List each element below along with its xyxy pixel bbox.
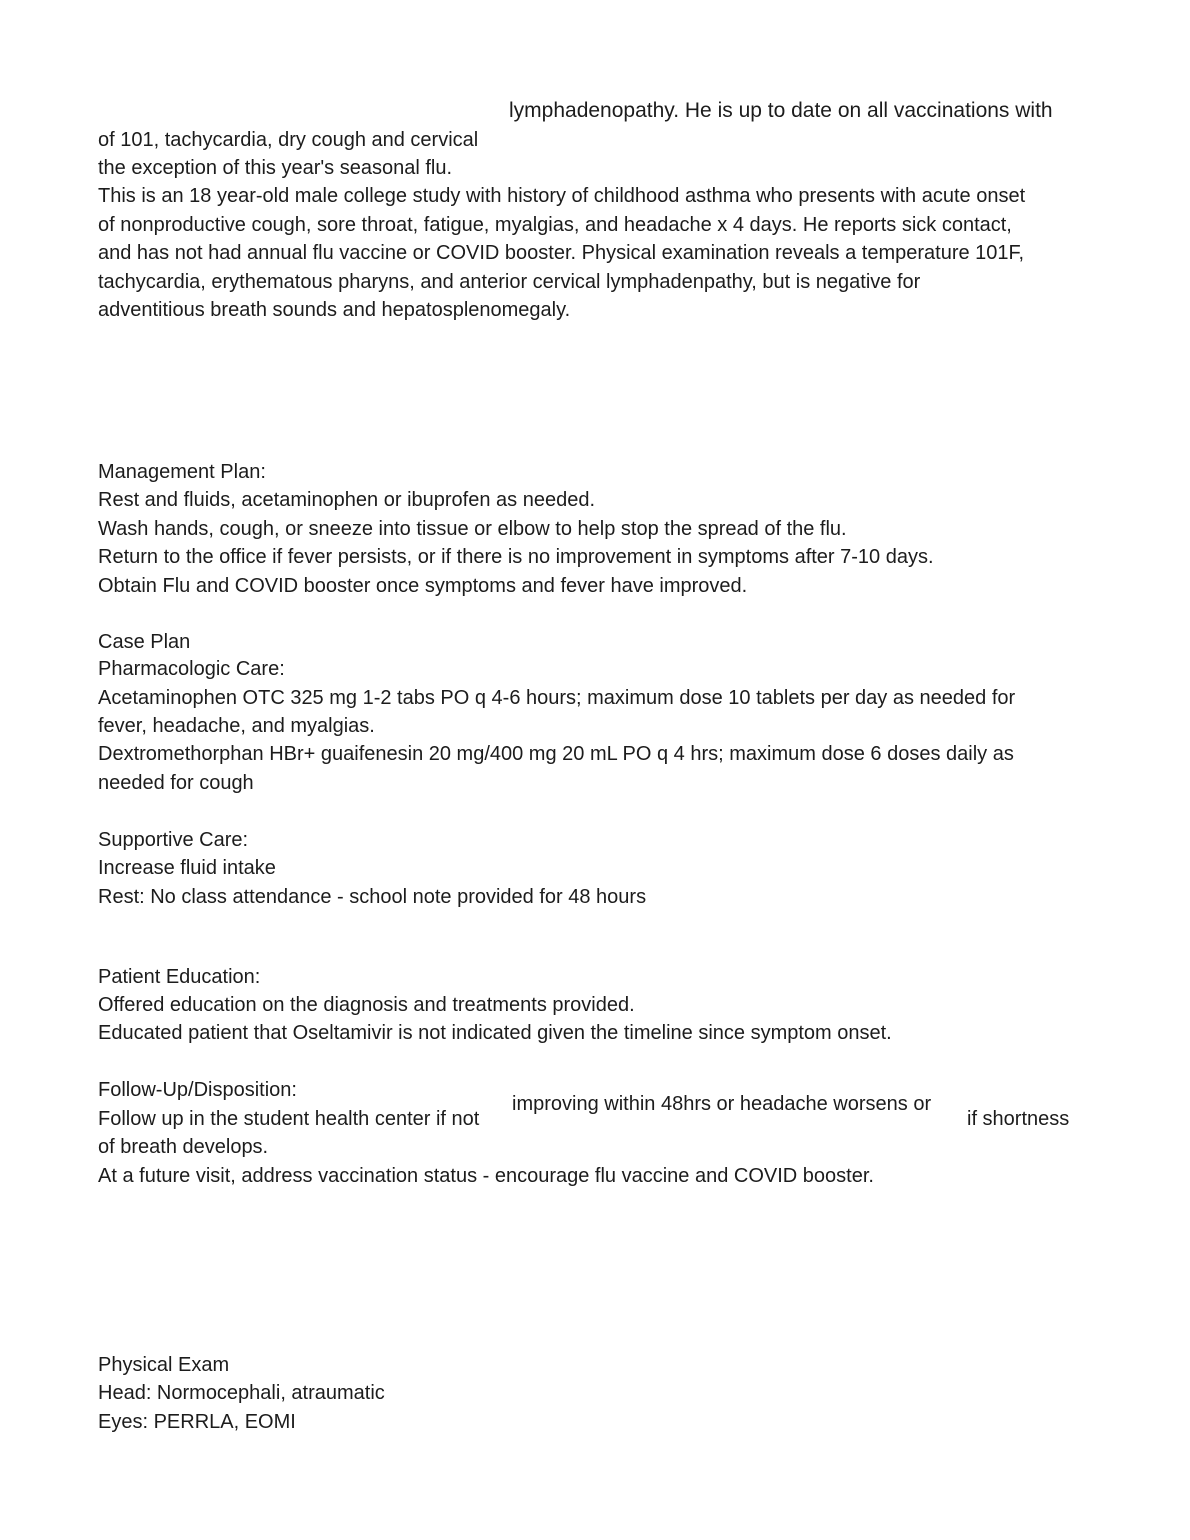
education-line: Educated patient that Oseltamivir is not indicated given the timeline since symptom onset. [98, 1022, 892, 1044]
supportive-care-heading: Supportive Care: [98, 829, 249, 851]
summary-line: adventitious breath sounds and hepatosplenomegaly. [98, 299, 571, 321]
case-plan-heading: Case Plan [98, 631, 191, 653]
physical-exam-heading: Physical Exam [98, 1354, 230, 1376]
summary-line: This is an 18 year-old male college study with history of childhood asthma who presents with acute onset [98, 185, 1026, 207]
supportive-care-line: Increase fluid intake [98, 857, 276, 879]
physical-exam-line: Eyes: PERRLA, EOMI [98, 1411, 296, 1433]
case-plan-line: fever, headache, and myalgias. [98, 715, 375, 737]
supportive-care-line: Rest: No class attendance - school note provided for 48 hours [98, 886, 647, 908]
physical-exam-line: Head: Normocephali, atraumatic [98, 1382, 385, 1404]
patient-education-heading: Patient Education: [98, 966, 261, 988]
follow-up-line-part2: improving within 48hrs or headache worsens or [512, 1093, 932, 1115]
top-fragment-right: lymphadenopathy. He is up to date on all vaccinations with [509, 99, 1053, 122]
management-heading: Management Plan: [98, 461, 266, 483]
summary-line: of nonproductive cough, sore throat, fatigue, myalgias, and headache x 4 days. He reports sick contact, [98, 214, 1012, 236]
follow-up-heading: Follow-Up/Disposition: [98, 1079, 297, 1101]
follow-up-line-part1: Follow up in the student health center if not [98, 1108, 480, 1130]
management-line: Obtain Flu and COVID booster once symptoms and fever have improved. [98, 575, 748, 597]
education-line: Offered education on the diagnosis and treatments provided. [98, 994, 635, 1016]
case-plan-line: Dextromethorphan HBr+ guaifenesin 20 mg/400 mg 20 mL PO q 4 hrs; maximum dose 6 doses daily as [98, 743, 1014, 765]
management-line: Return to the office if fever persists, or if there is no improvement in symptoms after 7-10 days. [98, 546, 934, 568]
case-plan-line: needed for cough [98, 772, 254, 794]
follow-up-line-part3: if shortness [967, 1108, 1070, 1130]
top-fragment-tail: the exception of this year's seasonal flu. [98, 157, 453, 179]
management-line: Wash hands, cough, or sneeze into tissue or elbow to help stop the spread of the flu. [98, 518, 847, 540]
summary-line: and has not had annual flu vaccine or COVID booster. Physical examination reveals a temperature 101F, [98, 242, 1025, 264]
management-line: Rest and fluids, acetaminophen or ibuprofen as needed. [98, 489, 596, 511]
follow-up-line: of breath develops. [98, 1136, 269, 1158]
pharmacologic-heading: Pharmacologic Care: [98, 658, 285, 680]
case-plan-line: Acetaminophen OTC 325 mg 1-2 tabs PO q 4-6 hours; maximum dose 10 tablets per day as needed for [98, 687, 1016, 709]
summary-line: tachycardia, erythematous pharyns, and anterior cervical lymphadenpathy, but is negative for [98, 271, 921, 293]
top-fragment-left: of 101, tachycardia, dry cough and cervical [98, 129, 479, 151]
follow-up-line: At a future visit, address vaccination status - encourage flu vaccine and COVID booster. [98, 1165, 874, 1187]
